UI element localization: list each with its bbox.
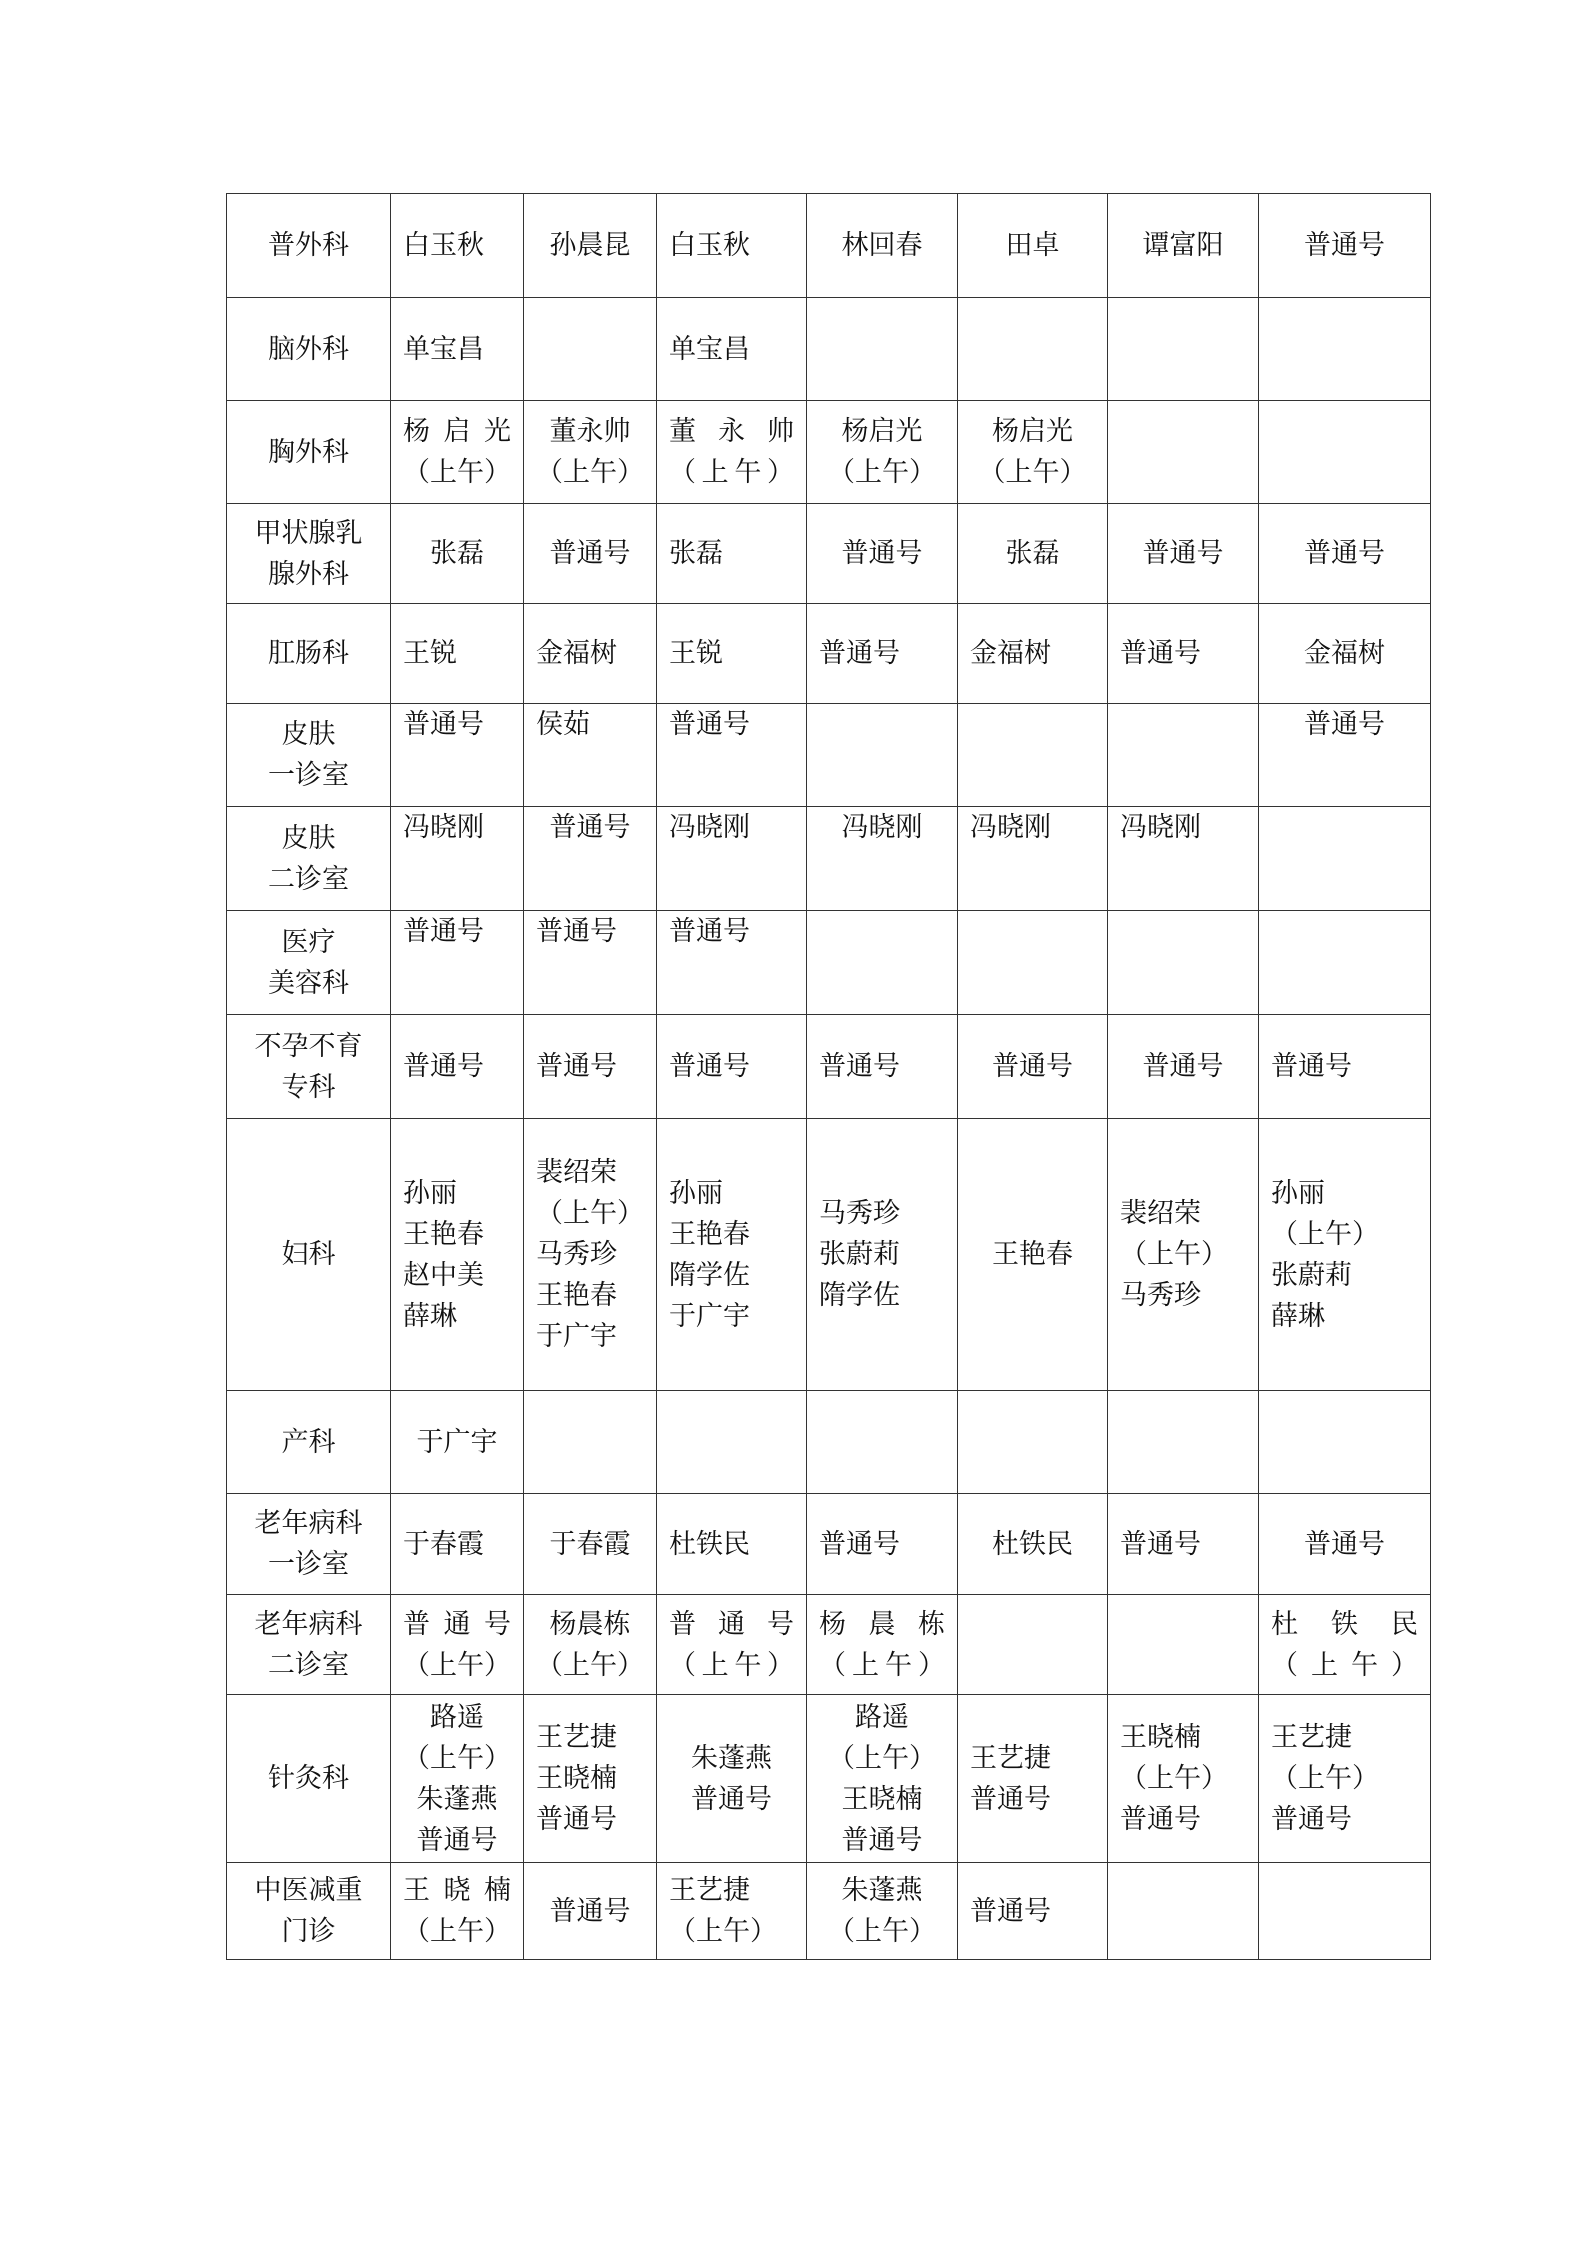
doctor-entry: 王锐 xyxy=(403,638,457,669)
department-cell xyxy=(227,1391,391,1494)
schedule-cell xyxy=(1108,1595,1259,1695)
doctor-entry: （上午） xyxy=(1120,1239,1228,1270)
doctor-entry: 孙丽 xyxy=(403,1177,457,1209)
schedule-cell xyxy=(958,298,1108,401)
doctor-entry: 普通号 xyxy=(841,1824,923,1856)
department-name: 医疗 xyxy=(281,926,336,958)
doctor-entry: 普通号 xyxy=(1120,1528,1201,1560)
schedule-cell xyxy=(391,194,524,298)
doctor-entry: 普通号 xyxy=(841,538,923,569)
schedule-cell xyxy=(1108,401,1259,504)
doctor-entry: （上午） xyxy=(536,457,644,488)
schedule-cell xyxy=(1259,704,1431,807)
doctor-entry: （上午） xyxy=(1271,1649,1418,1681)
schedule-cell xyxy=(807,298,958,401)
schedule-cell xyxy=(657,807,807,911)
schedule-cell xyxy=(524,1119,657,1391)
schedule-cell xyxy=(958,401,1108,504)
doctor-entry: 普通号 xyxy=(819,638,900,669)
schedule-cell xyxy=(524,504,657,604)
department-name: 二诊室 xyxy=(268,1649,349,1681)
schedule-cell xyxy=(391,1863,524,1960)
schedule-cell xyxy=(391,911,524,1015)
department-name: 一诊室 xyxy=(268,760,349,791)
doctor-entry: 路遥 xyxy=(855,1701,909,1733)
schedule-cell xyxy=(1108,298,1259,401)
department-name: 产科 xyxy=(281,1426,336,1458)
schedule-cell xyxy=(524,704,657,807)
doctor-entry: 马秀珍 xyxy=(1120,1280,1201,1311)
department-name: 肛肠科 xyxy=(268,638,349,669)
doctor-entry: 王锐 xyxy=(669,638,723,669)
schedule-cell xyxy=(1259,1595,1431,1695)
schedule-cell xyxy=(958,194,1108,298)
doctor-entry: 普通号 xyxy=(970,1895,1051,1927)
schedule-cell xyxy=(524,1695,657,1863)
doctor-entry: 裴绍荣 xyxy=(536,1157,617,1188)
doctor-entry: 孙晨昆 xyxy=(549,230,631,261)
schedule-cell xyxy=(391,1595,524,1695)
schedule-cell xyxy=(1108,1695,1259,1863)
department-cell xyxy=(227,1863,391,1960)
schedule-cell xyxy=(391,1015,524,1119)
doctor-entry: 董永帅 xyxy=(669,416,794,447)
doctor-entry: 冯晓刚 xyxy=(841,812,923,843)
department-name: 甲状腺乳 xyxy=(254,517,363,549)
doctor-entry: 白玉秋 xyxy=(669,230,750,261)
doctor-entry: 王艺捷 xyxy=(536,1722,617,1753)
doctor-entry: 普通号 xyxy=(536,1804,617,1835)
schedule-cell xyxy=(524,401,657,504)
doctor-entry: 于广宇 xyxy=(416,1426,498,1458)
doctor-entry: 金福树 xyxy=(536,638,617,669)
schedule-cell xyxy=(958,1695,1108,1863)
schedule-row xyxy=(227,1695,1431,1863)
doctor-entry: 王艳春 xyxy=(992,1239,1073,1270)
doctor-entry: 谭富阳 xyxy=(1142,230,1224,261)
department-name: 美容科 xyxy=(268,967,349,999)
doctor-entry: （上午） xyxy=(403,457,511,488)
doctor-entry: 普通号 xyxy=(669,1608,794,1640)
doctor-entry: 普通号 xyxy=(1304,538,1385,569)
doctor-entry: 普通号 xyxy=(1120,1804,1201,1835)
doctor-entry: （上午） xyxy=(978,457,1087,488)
schedule-cell xyxy=(807,1494,958,1595)
doctor-entry: 普通号 xyxy=(819,1051,900,1082)
doctor-entry: 普通号 xyxy=(992,1051,1073,1082)
doctor-entry: 杜铁民 xyxy=(992,1528,1073,1560)
schedule-cell xyxy=(657,704,807,807)
schedule-cell xyxy=(657,1391,807,1494)
doctor-entry: （上午） xyxy=(1120,1763,1228,1794)
department-cell xyxy=(227,604,391,704)
doctor-entry: 冯晓刚 xyxy=(669,812,750,843)
department-cell xyxy=(227,807,391,911)
doctor-entry: 普通号 xyxy=(403,916,484,947)
doctor-entry: 张蔚莉 xyxy=(1271,1259,1352,1291)
doctor-entry: 王艳春 xyxy=(536,1280,617,1311)
doctor-entry: （上午） xyxy=(536,1649,644,1681)
doctor-entry: （上午） xyxy=(669,1916,777,1947)
department-name: 腺外科 xyxy=(268,558,349,590)
doctor-entry: 田卓 xyxy=(1005,230,1060,261)
doctor-entry: 王晓楠 xyxy=(536,1763,617,1794)
schedule-row xyxy=(227,194,1431,298)
schedule-cell xyxy=(807,1119,958,1391)
schedule-row xyxy=(227,298,1431,401)
schedule-cell xyxy=(524,911,657,1015)
doctor-entry: 杜铁民 xyxy=(1271,1608,1418,1640)
doctor-entry: 王艺捷 xyxy=(1271,1722,1352,1753)
doctor-entry: （上午） xyxy=(669,457,794,488)
schedule-cell xyxy=(391,1695,524,1863)
doctor-entry: 张磊 xyxy=(430,538,484,569)
department-name: 不孕不育 xyxy=(254,1030,363,1062)
doctor-entry: 普通号 xyxy=(669,916,750,947)
doctor-entry: 普通号 xyxy=(1271,1051,1352,1082)
schedule-row xyxy=(227,1391,1431,1494)
department-name: 胸外科 xyxy=(268,436,349,468)
doctor-entry: 杜铁民 xyxy=(669,1528,750,1560)
doctor-entry: 于广宇 xyxy=(536,1321,617,1352)
doctor-entry: （上午） xyxy=(403,1742,511,1774)
department-name: 针灸科 xyxy=(268,1763,349,1794)
schedule-cell xyxy=(391,1119,524,1391)
doctor-entry: 于春霞 xyxy=(549,1528,631,1560)
doctor-entry: 单宝昌 xyxy=(403,333,484,365)
schedule-cell xyxy=(524,1391,657,1494)
schedule-cell xyxy=(657,604,807,704)
doctor-entry: 侯茹 xyxy=(536,709,590,740)
doctor-entry: 孙丽 xyxy=(1271,1177,1325,1209)
doctor-entry: 普通号 xyxy=(1304,1528,1385,1560)
department-cell xyxy=(227,1015,391,1119)
schedule-cell xyxy=(1108,504,1259,604)
schedule-cell xyxy=(391,807,524,911)
schedule-cell xyxy=(958,704,1108,807)
department-name: 老年病科 xyxy=(254,1508,363,1539)
schedule-row xyxy=(227,704,1431,807)
schedule-cell xyxy=(807,1015,958,1119)
doctor-entry: 王艳春 xyxy=(403,1218,484,1250)
doctor-entry: 裴绍荣 xyxy=(1120,1198,1201,1229)
department-cell xyxy=(227,194,391,298)
doctor-entry: （上午） xyxy=(819,1649,945,1681)
schedule-cell xyxy=(1259,504,1431,604)
schedule-cell xyxy=(1108,911,1259,1015)
schedule-row xyxy=(227,504,1431,604)
doctor-entry: 朱蓬燕 xyxy=(841,1875,923,1906)
department-name: 老年病科 xyxy=(254,1608,363,1640)
doctor-entry: （上午） xyxy=(828,457,936,488)
doctor-entry: 马秀珍 xyxy=(819,1198,900,1229)
doctor-entry: （上午） xyxy=(403,1916,511,1947)
schedule-row xyxy=(227,1015,1431,1119)
schedule-cell xyxy=(1108,1119,1259,1391)
schedule-cell xyxy=(958,1494,1108,1595)
doctor-entry: 隋学佐 xyxy=(669,1259,750,1291)
schedule-row xyxy=(227,1494,1431,1595)
schedule-cell xyxy=(1259,604,1431,704)
schedule-cell xyxy=(1108,1494,1259,1595)
doctor-entry: 普通号 xyxy=(970,1783,1051,1815)
schedule-cell xyxy=(657,1863,807,1960)
doctor-entry: 普通号 xyxy=(416,1824,498,1856)
doctor-entry: 林回春 xyxy=(841,230,923,261)
schedule-row xyxy=(227,807,1431,911)
doctor-entry: （上午） xyxy=(536,1198,644,1229)
schedule-cell xyxy=(1259,1391,1431,1494)
schedule-cell xyxy=(807,911,958,1015)
schedule-cell xyxy=(657,194,807,298)
doctor-entry: 赵中美 xyxy=(403,1259,484,1291)
schedule-cell xyxy=(524,604,657,704)
schedule-cell xyxy=(1108,704,1259,807)
schedule-cell xyxy=(657,298,807,401)
schedule-cell xyxy=(807,504,958,604)
department-cell xyxy=(227,504,391,604)
doctor-entry: 普通号 xyxy=(549,538,631,569)
doctor-entry: 杨晨栋 xyxy=(549,1608,631,1640)
schedule-cell xyxy=(1259,298,1431,401)
schedule-cell xyxy=(958,911,1108,1015)
schedule-cell xyxy=(391,704,524,807)
department-cell xyxy=(227,298,391,401)
department-cell xyxy=(227,1494,391,1595)
doctor-entry: 冯晓刚 xyxy=(403,812,484,843)
schedule-cell xyxy=(807,401,958,504)
doctor-entry: 单宝昌 xyxy=(669,333,750,365)
doctor-entry: 路遥 xyxy=(430,1701,484,1733)
schedule-cell xyxy=(958,1595,1108,1695)
schedule-cell xyxy=(657,401,807,504)
schedule-cell xyxy=(1259,911,1431,1015)
schedule-cell xyxy=(524,1494,657,1595)
doctor-entry: 普通号 xyxy=(536,916,617,947)
doctor-entry: 普通号 xyxy=(1120,638,1201,669)
doctor-entry: 朱蓬燕 xyxy=(691,1742,772,1774)
doctor-entry: 于春霞 xyxy=(403,1528,484,1560)
doctor-entry: 王晓楠 xyxy=(841,1783,923,1815)
schedule-cell xyxy=(657,1494,807,1595)
doctor-entry: 普通号 xyxy=(819,1528,900,1560)
schedule-body xyxy=(227,194,1431,1960)
schedule-cell xyxy=(1259,807,1431,911)
doctor-entry: 朱蓬燕 xyxy=(416,1783,498,1815)
doctor-entry: 马秀珍 xyxy=(536,1239,617,1270)
doctor-entry: 杨晨栋 xyxy=(819,1608,945,1640)
doctor-entry: 普通号 xyxy=(669,1051,750,1082)
department-name: 专科 xyxy=(281,1071,336,1103)
department-name: 门诊 xyxy=(281,1916,336,1947)
department-name: 妇科 xyxy=(281,1239,336,1270)
doctor-entry: 白玉秋 xyxy=(403,230,484,261)
department-name: 脑外科 xyxy=(268,333,349,365)
department-cell xyxy=(227,911,391,1015)
schedule-cell xyxy=(958,604,1108,704)
schedule-cell xyxy=(958,1015,1108,1119)
doctor-entry: 普通号 xyxy=(1304,230,1385,261)
doctor-entry: 普通号 xyxy=(403,1608,511,1640)
schedule-cell xyxy=(1108,807,1259,911)
schedule-cell xyxy=(657,911,807,1015)
schedule-cell xyxy=(391,401,524,504)
schedule-cell xyxy=(1259,401,1431,504)
schedule-cell xyxy=(807,807,958,911)
doctor-entry: （上午） xyxy=(828,1916,936,1947)
schedule-cell xyxy=(1108,1863,1259,1960)
department-name: 一诊室 xyxy=(268,1549,349,1580)
doctor-entry: 王艺捷 xyxy=(970,1742,1051,1774)
doctor-entry: 金福树 xyxy=(1304,638,1385,669)
schedule-cell xyxy=(1259,1695,1431,1863)
schedule-cell xyxy=(524,194,657,298)
schedule-cell xyxy=(657,1015,807,1119)
doctor-entry: 杨启光 xyxy=(841,416,923,447)
department-cell xyxy=(227,1119,391,1391)
doctor-entry: 薛琳 xyxy=(403,1300,457,1332)
schedule-cell xyxy=(391,504,524,604)
doctor-entry: 隋学佐 xyxy=(819,1280,900,1311)
doctor-entry: 普通号 xyxy=(549,1895,631,1927)
schedule-cell xyxy=(1259,194,1431,298)
schedule-cell xyxy=(657,504,807,604)
schedule-cell xyxy=(657,1595,807,1695)
doctor-entry: 张蔚莉 xyxy=(819,1239,900,1270)
department-cell xyxy=(227,1595,391,1695)
department-name: 皮肤 xyxy=(281,719,336,750)
schedule-cell xyxy=(958,1863,1108,1960)
schedule-cell xyxy=(958,807,1108,911)
doctor-entry: 普通号 xyxy=(669,709,750,740)
doctor-entry: 普通号 xyxy=(691,1783,772,1815)
schedule-cell xyxy=(1259,1119,1431,1391)
schedule-cell xyxy=(524,1595,657,1695)
schedule-cell xyxy=(1108,604,1259,704)
department-cell xyxy=(227,704,391,807)
schedule-cell xyxy=(807,1863,958,1960)
doctor-entry: 杨启光 xyxy=(992,416,1073,447)
doctor-entry: 王晓楠 xyxy=(403,1875,511,1906)
schedule-cell xyxy=(807,604,958,704)
schedule-cell xyxy=(807,704,958,807)
schedule-row xyxy=(227,1863,1431,1960)
doctor-entry: 薛琳 xyxy=(1271,1300,1325,1332)
schedule-cell xyxy=(391,298,524,401)
doctor-entry: 冯晓刚 xyxy=(1120,812,1201,843)
schedule-cell xyxy=(807,1695,958,1863)
doctor-entry: 董永帅 xyxy=(549,416,631,447)
schedule-table xyxy=(226,193,1431,1960)
doctor-entry: 金福树 xyxy=(970,638,1051,669)
doctor-entry: 普通号 xyxy=(536,1051,617,1082)
schedule-cell xyxy=(1108,1391,1259,1494)
schedule-cell xyxy=(958,1391,1108,1494)
department-name: 二诊室 xyxy=(268,863,349,895)
doctor-entry: （上午） xyxy=(403,1649,511,1681)
doctor-entry: 王艳春 xyxy=(669,1218,750,1250)
schedule-cell xyxy=(524,1863,657,1960)
department-name: 皮肤 xyxy=(281,822,336,854)
schedule-row xyxy=(227,1595,1431,1695)
doctor-entry: 普通号 xyxy=(1142,1051,1224,1082)
schedule-cell xyxy=(524,807,657,911)
schedule-cell xyxy=(391,604,524,704)
doctor-entry: 普通号 xyxy=(1304,709,1385,740)
doctor-entry: 杨启光 xyxy=(403,416,511,447)
schedule-cell xyxy=(524,298,657,401)
schedule-cell xyxy=(958,1119,1108,1391)
schedule-row xyxy=(227,1119,1431,1391)
schedule-cell xyxy=(807,1595,958,1695)
doctor-entry: 普通号 xyxy=(1142,538,1224,569)
schedule-cell xyxy=(807,194,958,298)
department-name: 中医减重 xyxy=(254,1875,363,1906)
doctor-entry: （上午） xyxy=(669,1649,794,1681)
schedule-cell xyxy=(958,504,1108,604)
department-name: 普外科 xyxy=(268,230,349,261)
doctor-entry: 冯晓刚 xyxy=(970,812,1051,843)
schedule-cell xyxy=(1108,194,1259,298)
doctor-entry: 孙丽 xyxy=(669,1177,723,1209)
doctor-entry: 于广宇 xyxy=(669,1300,750,1332)
schedule-cell xyxy=(391,1494,524,1595)
doctor-entry: （上午） xyxy=(1271,1763,1379,1794)
schedule-row xyxy=(227,911,1431,1015)
schedule-cell xyxy=(657,1695,807,1863)
schedule-cell xyxy=(807,1391,958,1494)
schedule-cell xyxy=(1259,1015,1431,1119)
doctor-entry: 普通号 xyxy=(549,812,631,843)
doctor-entry: 普通号 xyxy=(403,709,484,740)
doctor-entry: （上午） xyxy=(828,1742,936,1774)
doctor-entry: 王艺捷 xyxy=(669,1875,750,1906)
schedule-cell xyxy=(391,1391,524,1494)
doctor-entry: （上午） xyxy=(1271,1218,1379,1250)
department-cell xyxy=(227,1695,391,1863)
doctor-entry: 王晓楠 xyxy=(1120,1722,1201,1753)
schedule-row xyxy=(227,604,1431,704)
doctor-entry: 普通号 xyxy=(403,1051,484,1082)
schedule-cell xyxy=(1259,1494,1431,1595)
schedule-cell xyxy=(657,1119,807,1391)
doctor-entry: 张磊 xyxy=(1005,538,1060,569)
schedule-cell xyxy=(1108,1015,1259,1119)
schedule-cell xyxy=(1259,1863,1431,1960)
schedule-row xyxy=(227,401,1431,504)
doctor-entry: 普通号 xyxy=(1271,1804,1352,1835)
department-cell xyxy=(227,401,391,504)
schedule-cell xyxy=(524,1015,657,1119)
doctor-entry: 张磊 xyxy=(669,538,723,569)
